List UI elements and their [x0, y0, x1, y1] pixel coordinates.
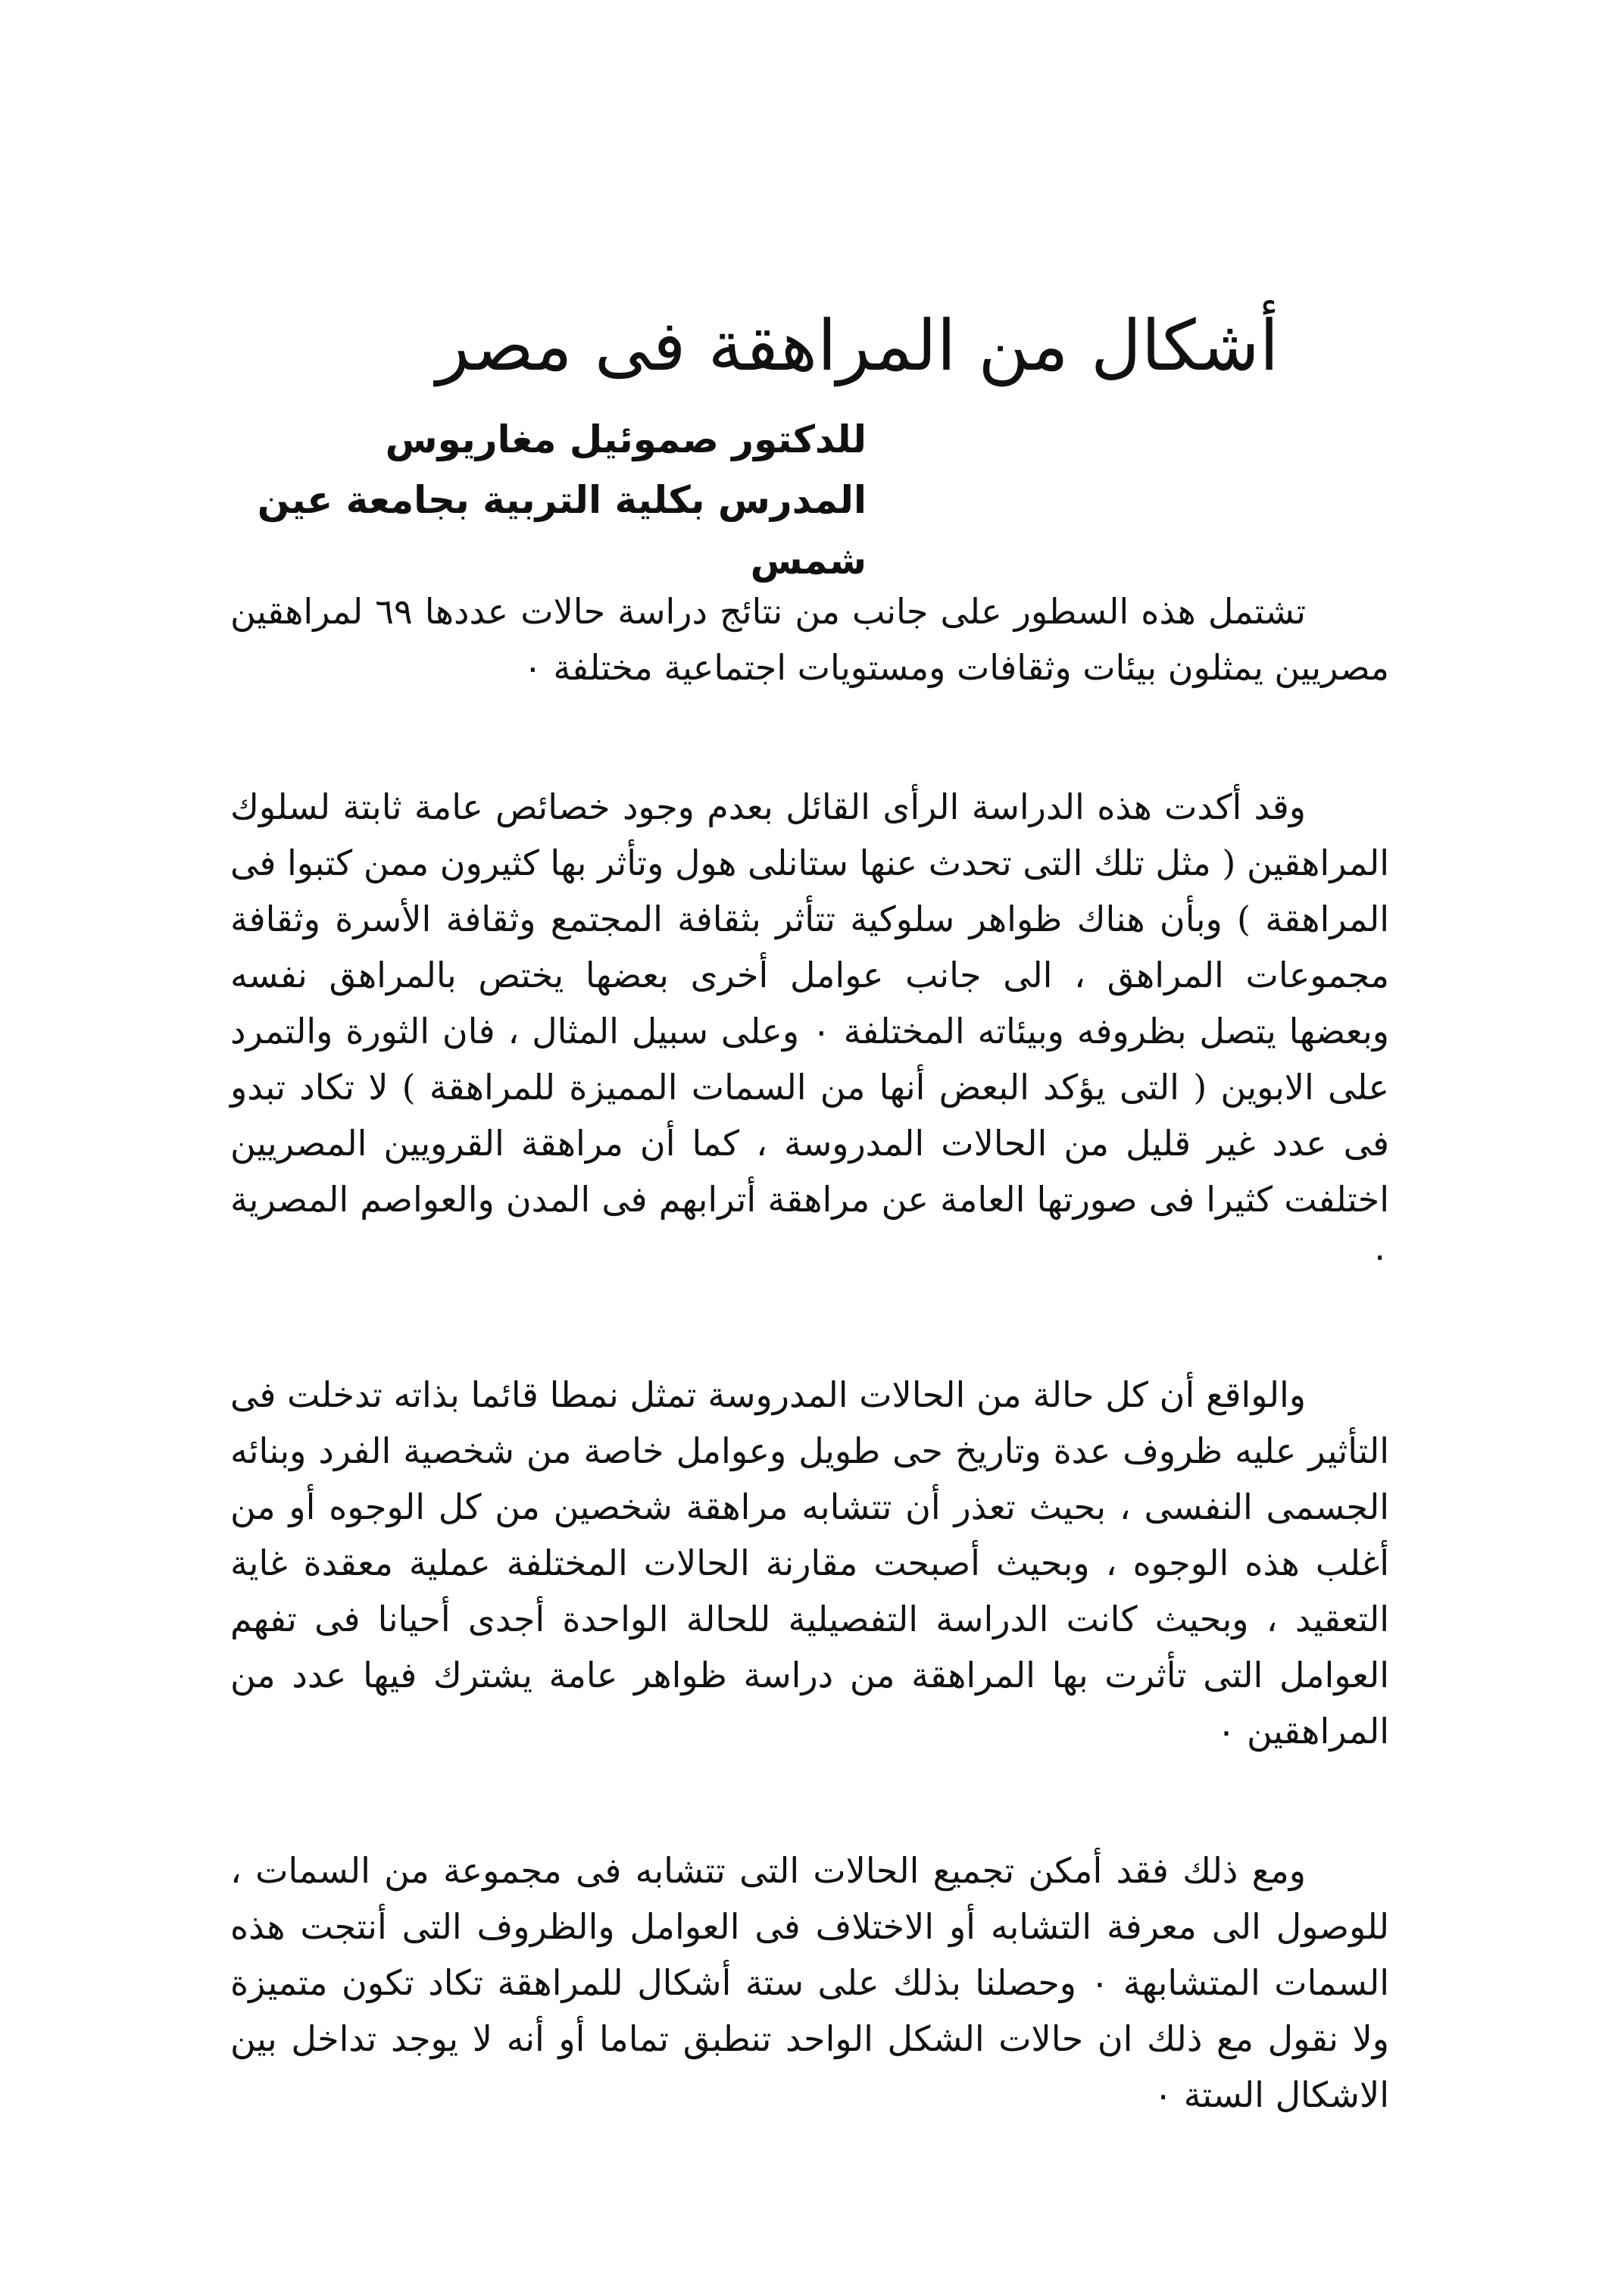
- author-affiliation: المدرس بكلية التربية بجامعة عين شمس: [257, 478, 867, 583]
- author-name: للدكتور صموئيل مغاريوس: [385, 417, 867, 461]
- document-title: أشكال من المراهقة فى مصر: [436, 305, 1279, 386]
- paragraph-1: تشتمل هذه السطور على جانب من نتائج دراسة حالات عددها ٦٩ لمراهقين مصريين يمثلون بيئات وثقافات ومستويات اجتماعية مختلفة ٠: [230, 591, 1389, 688]
- paragraph-3: والواقع أن كل حالة من الحالات المدروسة تمثل نمطا قائما بذاته تدخلت فى التأثير عليه ظروف عدة وتاريخ حى طويل وعوامل خاصة من شخصية الفرد وبنائه الجسمى النفسى ، بحيث تعذر أن تتشابه مراهقة شخصين من كل الوجوه أو من أغلب هذه الوجوه ، وبحيث أصبحت مقارنة الحالات المختلفة عملية معقدة غاية التعقيد ، وبحيث كانت الدراسة التفصيلية للحالة الواحدة أجدى أحيانا فى تفهم العوامل التى تأثرت بها المراهقة من دراسة ظواهر عامة يشترك فيها عدد من المراهقين ٠: [230, 1374, 1389, 1752]
- paragraph-4: ومع ذلك فقد أمكن تجميع الحالات التى تتشابه فى مجموعة من السمات ، للوصول الى معرفة التشابه أو الاختلاف فى العوامل والظروف التى أنتجت هذه السمات المتشابهة ٠ وحصلنا بذلك على ستة أشكال للمراهقة تكاد تكون متميزة ولا نقول مع ذلك ان حالات الشكل الواحد تنطبق تماما أو أنه لا يوجد تداخل بين الاشكال الستة ٠: [230, 1850, 1390, 2115]
- author-block: [245, 409, 867, 591]
- paragraph-2: وقد أكدت هذه الدراسة الرأى القائل بعدم وجود خصائص عامة ثابتة لسلوك المراهقين ( مثل تلك التى تحدث عنها ستانلى هول وتأثر بها كثيرون ممن كتبوا فى المراهقة ) وبأن هناك ظواهر سلوكية تتأثر بثقافة المجتمع وثقافة الأسرة وثقافة مجموعات المراهق ، الى جانب عوامل أخرى بعضها يختص بالمراهق نفسه وبعضها يتصل بظروفه وبيئاته المختلفة ٠ وعلى سبيل المثال ، فان الثورة والتمرد على الابوين ( التى يؤكد البعض أنها من السمات المميزة للمراهقة ) لا تكاد تبدو فى عدد غير قليل من الحالات المدروسة ، كما أن مراهقة القرويين المصريين اختلفت كثيرا فى صورتها العامة عن مراهقة أترابهم فى المدن والعواصم المصرية ٠: [230, 786, 1389, 1276]
- body-text: [230, 583, 1389, 2123]
